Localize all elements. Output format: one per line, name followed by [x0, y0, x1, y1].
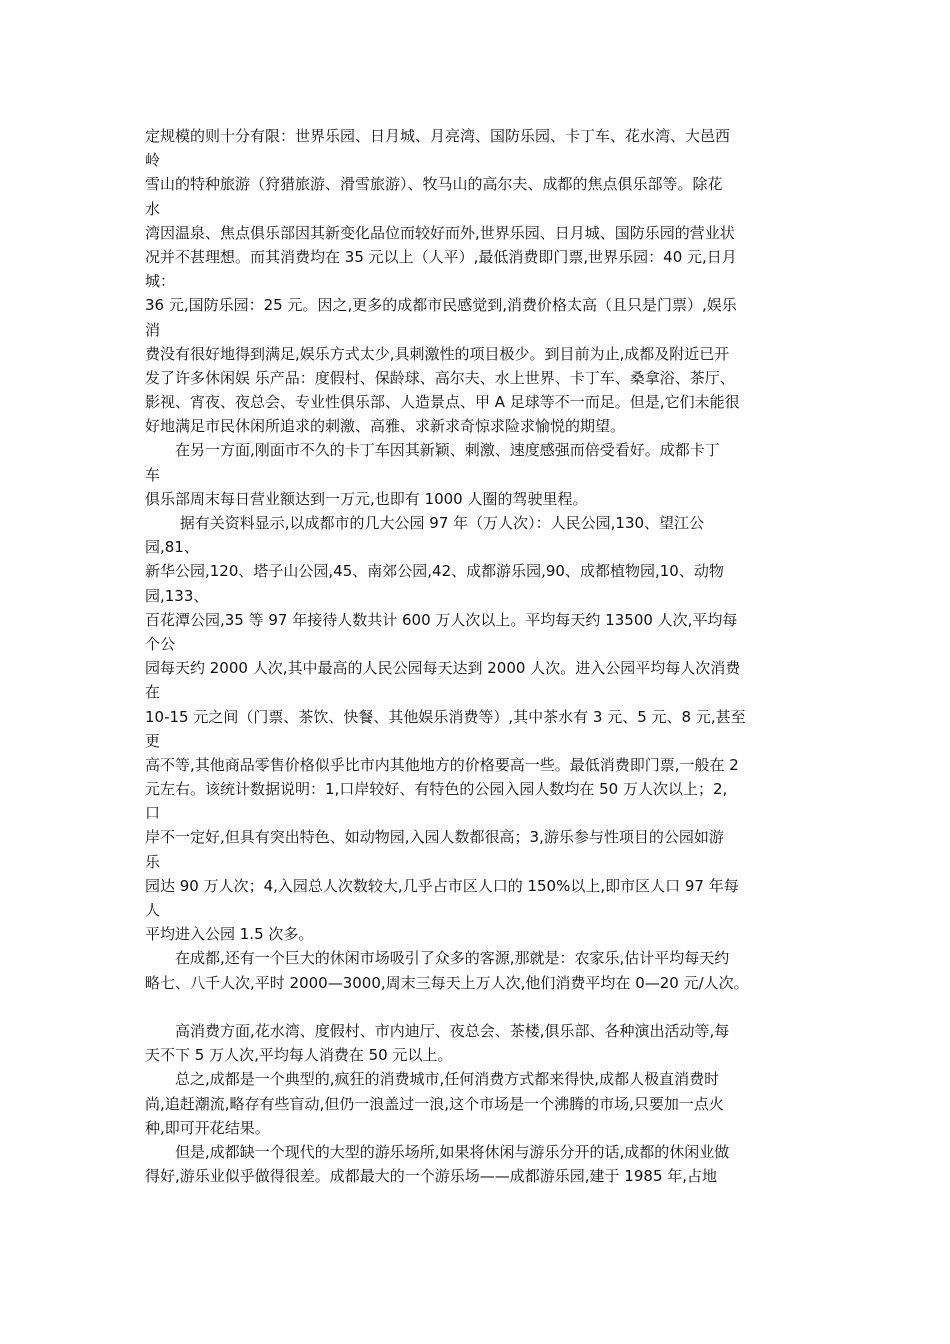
text-line: 费没有很好地得到满足,娱乐方式太少,具刺激性的项目极少。到目前为止,成都及附近已开: [145, 344, 730, 363]
text-line: 况并不甚理想。而其消费均在 35 元以上（人平）,最低消费即门票,世界乐园：40 元,日月: [145, 247, 737, 266]
text-line: 个公: [145, 634, 176, 653]
text-line: 消: [145, 320, 161, 339]
text-line: 园,81、: [145, 538, 199, 557]
text-line: 在另一方面,刚面市不久的卡丁车因其新颖、刺激、速度感强而倍受看好。成都卡丁: [145, 441, 720, 460]
text-line: 影视、宵夜、夜总会、专业性俱乐部、人造景点、甲 A 足球等不一而足。但是,它们未能很: [145, 393, 740, 412]
text-line: 园达 90 万人次；4,入园总人次数较大,几乎占市区人口的 150%以上,即市区人口 97 年每: [145, 876, 739, 895]
text-line: 好地满足市民休闲所追求的刺激、高雅、求新求奇惊求险求愉悦的期望。: [145, 417, 626, 436]
text-line: 口: [145, 804, 161, 823]
text-line: 10-15 元之间（门票、茶饮、快餐、其他娱乐消费等）,其中茶水有 3 元、5 元、8 元,甚至: [145, 707, 746, 726]
text-line: 雪山的特种旅游（狩猎旅游、滑雪旅游）、牧马山的高尔夫、成都的焦点俱乐部等。除花: [145, 175, 723, 194]
text-line: 更: [145, 731, 161, 750]
text-line: 俱乐部周末每日营业额达到一万元,也即有 1000 人圈的驾驶里程。: [145, 489, 588, 508]
text-line: 在: [145, 683, 161, 702]
text-line: 园,133、: [145, 586, 209, 605]
text-line: 略七、八千人次,平时 2000—3000,周末三每天上万人次,他们消费平均在 0—20 元/人次。: [145, 973, 749, 992]
text-line: 岭: [145, 151, 161, 170]
text-line: 种,即可开花结果。: [145, 1118, 270, 1137]
text-line: 新华公园,120、塔子山公园,45、南郊公园,42、成都游乐园,90、成都植物园,10、动物: [145, 562, 724, 581]
text-line: 车: [145, 465, 161, 484]
text-line: 36 元,国防乐园：25 元。因之,更多的成都市民感觉到,消费价格太高（且只是门票）,娱乐: [145, 296, 737, 315]
text-line: 水: [145, 199, 161, 218]
text-line: 百花潭公园,35 等 97 年接待人数共计 600 万人次以上。平均每天约 13500 人次,平均每: [145, 610, 738, 629]
text-line: 乐: [145, 852, 161, 871]
text-line: 得好,游乐业似乎做得很差。成都最大的一个游乐场——成都游乐园,建于 1985 年,占地: [145, 1167, 718, 1186]
text-line: 高不等,其他商品零售价格似乎比市内其他地方的价格要高一些。最低消费即门票,一般在 2: [145, 755, 739, 774]
text-line: 高消费方面,花水湾、度假村、市内迪厅、夜总会、茶楼,俱乐部、各种演出活动等,每: [145, 1021, 730, 1040]
text-line: 但是,成都缺一个现代的大型的游乐场所,如果将休闲与游乐分开的话,成都的休闲业做: [145, 1142, 730, 1161]
text-line: 湾因温泉、焦点俱乐部因其新变化品位而较好而外,世界乐园、日月城、国防乐园的营业状: [145, 223, 735, 242]
text-line: 发了许多休闲娱 乐产品：度假村、保龄球、高尔夫、水上世界、卡丁车、桑拿浴、茶厅、: [145, 368, 735, 387]
text-line: 总之,成都是一个典型的,疯狂的消费城市,任何消费方式都来得快,成都人极直消费时: [145, 1070, 720, 1089]
text-line: 天不下 5 万人次,平均每人消费在 50 元以上。: [145, 1046, 453, 1065]
text-line: 平均进入公园 1.5 次多。: [145, 925, 314, 944]
text-line: 园每天约 2000 人次,其中最高的人民公园每天达到 2000 人次。进入公园平均每人次消费: [145, 659, 741, 678]
text-line: 据有关资料显示,以成都市的几大公园 97 年（万人次）：人民公园,130、望江公: [145, 514, 705, 532]
text-line: 尚,追赶潮流,略存有些盲动,但仍一浪盖过一浪,这个市场是一个沸腾的市场,只要加一点火: [145, 1094, 724, 1113]
text-line: 岸不一定好,但具有突出特色、如动物园,入园人数都很高；3,游乐参与性项目的公园如游: [145, 828, 724, 847]
text-line: 城：: [145, 272, 176, 291]
text-line: 定规模的则十分有限：世界乐园、日月城、月亮湾、国防乐园、卡丁车、花水湾、大邑西: [145, 127, 731, 145]
document-body: [145, 124, 825, 1188]
text-line: 人: [145, 901, 161, 919]
text-line: 元左右。该统计数据说明：1,口岸较好、有特色的公园入园人数均在 50 万人次以上；2,: [145, 780, 728, 799]
blank-line: [145, 995, 825, 1019]
text-line: 在成都,还有一个巨大的休闲市场吸引了众多的客源,那就是：农家乐,估计平均每天约: [145, 949, 730, 968]
